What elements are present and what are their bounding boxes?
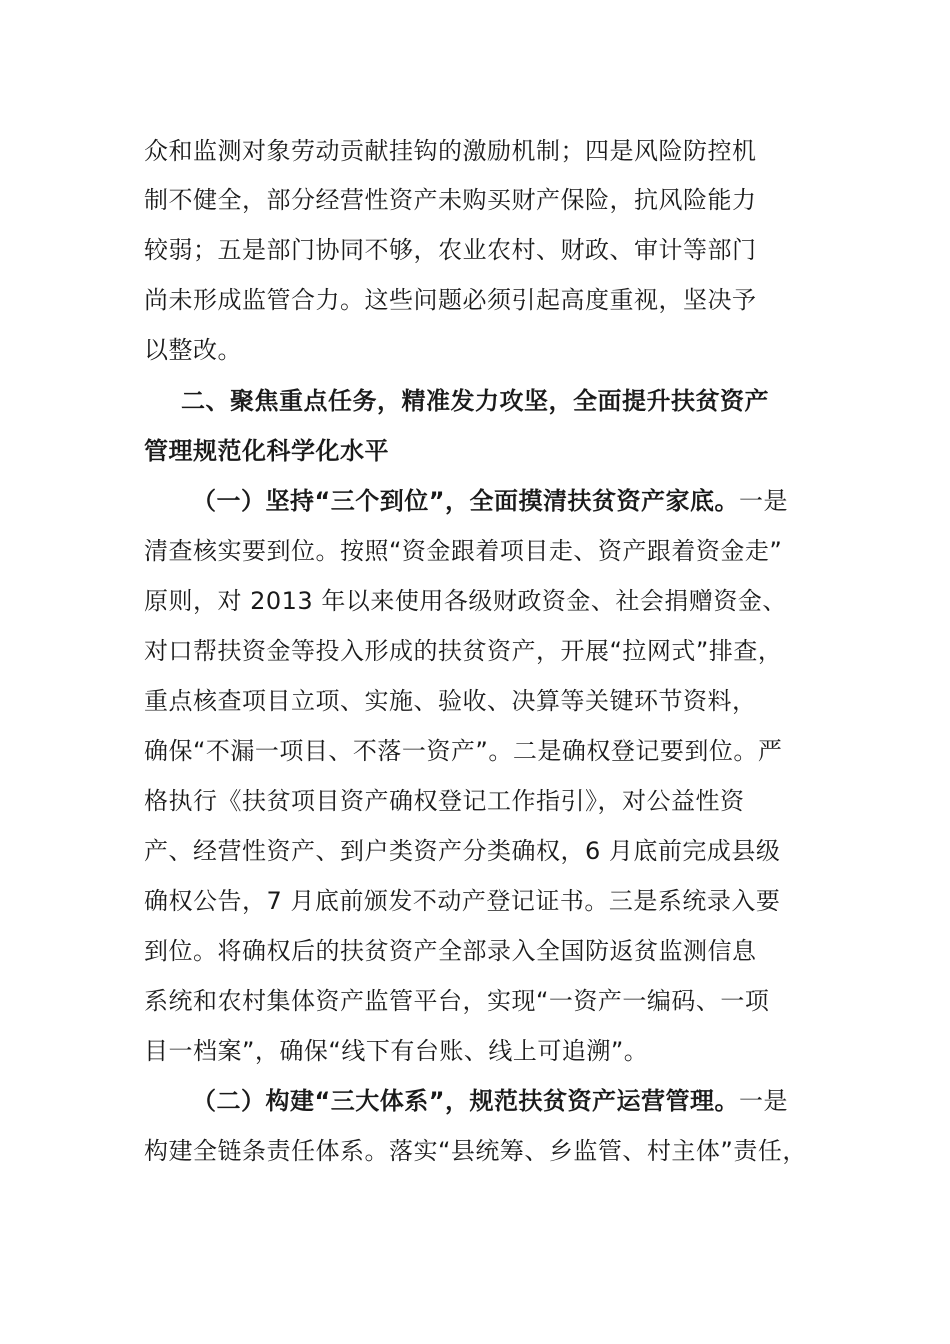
paragraph-line: 原则，对 2013 年以来使用各级财政资金、社会捐赠资金、: [144, 587, 787, 615]
paragraph-line: 构建全链条责任体系。落实“县统筹、乡监管、村主体”责任，: [144, 1137, 807, 1165]
paragraph-line: 众和监测对象劳动贡献挂钩的激励机制；四是风险防控机: [144, 137, 757, 165]
paragraph-line: 产、经营性资产、到户类资产分类确权，6 月底前完成县级: [144, 837, 781, 865]
subsection-title: （二）构建“三大体系”，规范扶贫资产运营管理。: [192, 1087, 740, 1115]
paragraph-text: 一是: [739, 1087, 789, 1115]
subsection-first-line: [192, 485, 788, 517]
paragraph-line: 系统和农村集体资产监管平台，实现“一资产一编码、一项: [144, 987, 770, 1015]
section-heading: 管理规范化科学化水平: [144, 437, 389, 465]
paragraph-line: 对口帮扶资金等投入形成的扶贫资产，开展“拉网式”排查，: [144, 637, 783, 665]
paragraph-line: 确保“不漏一项目、不落一资产”。二是确权登记要到位。严: [144, 737, 783, 765]
subsection-title: （一）坚持“三个到位”，全面摸清扶贫资产家底。: [192, 487, 740, 515]
paragraph-line: 目一档案”，确保“线下有台账、线上可追溯”。: [144, 1037, 649, 1065]
paragraph-line: 较弱；五是部门协同不够，农业农村、财政、审计等部门: [144, 236, 757, 264]
paragraph-line: 重点核查项目立项、实施、验收、决算等关键环节资料，: [144, 687, 757, 715]
paragraph-line: 到位。将确权后的扶贫资产全部录入全国防返贫监测信息: [144, 937, 757, 965]
paragraph-line: 确权公告，7 月底前颁发不动产登记证书。三是系统录入要: [144, 887, 781, 915]
paragraph-line: 尚未形成监管合力。这些问题必须引起高度重视，坚决予: [144, 286, 757, 314]
paragraph-line: 清查核实要到位。按照“资金跟着项目走、资产跟着资金走”: [144, 537, 783, 565]
paragraph-text: 一是: [739, 487, 789, 515]
subsection-first-line: [192, 1085, 788, 1117]
paragraph-line: 以整改。: [144, 336, 242, 364]
paragraph-line: 格执行《扶贫项目资产确权登记工作指引》，对公益性资: [144, 787, 745, 815]
paragraph-line: 制不健全，部分经营性资产未购买财产保险，抗风险能力: [144, 186, 757, 214]
section-heading: 二、聚焦重点任务，精准发力攻坚，全面提升扶贫资产: [181, 387, 769, 415]
